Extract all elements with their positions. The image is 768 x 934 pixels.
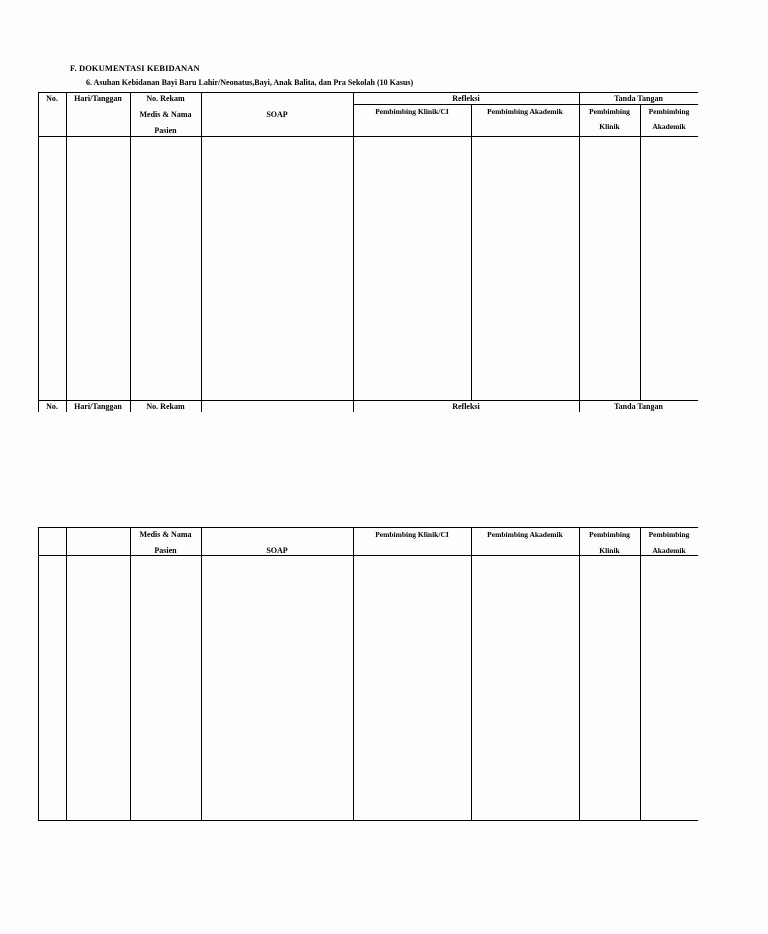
table2-border-top <box>38 527 698 528</box>
col-line-6 <box>579 92 580 412</box>
repeat-header-refleksi: Refleksi <box>452 402 480 411</box>
col-line-5 <box>471 104 472 400</box>
header-pembimbing-akademik: Pembimbing Akademik <box>487 107 563 116</box>
t2-col-line-0 <box>38 527 39 821</box>
col-line-0 <box>38 92 39 412</box>
t2-header-ttd-pk-line1: Pembimbing <box>589 530 630 539</box>
t2-col-line-7 <box>640 527 641 821</box>
header-rm-line3: Pasien <box>154 126 177 135</box>
repeat-header-rm-line1: No. Rekam <box>146 402 185 411</box>
header-date: Hari/Tanggan <box>74 94 122 103</box>
documentation-table-1 <box>38 92 698 412</box>
documentation-table-2 <box>38 527 698 821</box>
repeat-header-tanda-tangan: Tanda Tangan <box>614 402 663 411</box>
table2-header-bottom-line <box>38 555 698 556</box>
header-no: No. <box>46 94 58 103</box>
table2-border-bottom <box>38 820 698 821</box>
section-title: F. DOKUMENTASI KEBIDANAN <box>70 63 200 73</box>
t2-col-line-1 <box>66 527 67 821</box>
repeat-header-date: Hari/Tanggan <box>74 402 122 411</box>
sub-title: 6. Asuhan Kebidanan Bayi Baru Lahir/Neonatus,Bayi, Anak Balita, dan Pra Sekolah (10 Kasus) <box>86 78 414 87</box>
t2-col-line-2 <box>130 527 131 821</box>
repeat-header-no: No. <box>46 402 58 411</box>
t2-col-line-5 <box>471 527 472 821</box>
header-ttd-pk-line2: Klinik <box>599 122 620 131</box>
col-line-3 <box>201 92 202 412</box>
t2-col-line-3 <box>201 527 202 821</box>
header-ttd-pa-line1: Pembimbing <box>648 107 690 116</box>
header-ttd-pk-line1: Pembimbing <box>589 107 630 116</box>
header-tanda-tangan: Tanda Tangan <box>614 94 663 103</box>
t2-header-ttd-pa-line2: Akademik <box>652 546 686 555</box>
t2-header-ttd-pk-line2: Klinik <box>599 546 620 555</box>
header-soap: SOAP <box>266 110 288 119</box>
header-rm-line1: No. Rekam <box>146 94 185 103</box>
header-bottom-line <box>38 136 698 137</box>
header-refleksi: Refleksi <box>452 94 480 103</box>
header-pembimbing-klinik-ci: Pembimbing Klinik/CI <box>375 107 449 116</box>
t2-header-rm-line2: Medis & Nama <box>139 530 192 539</box>
t2-header-ttd-pa-line1: Pembimbing <box>648 530 690 539</box>
table-border-top <box>38 92 698 93</box>
col-line-4 <box>353 92 354 412</box>
header-ttd-pa-line2: Akademik <box>652 122 686 131</box>
t2-header-pembimbing-klinik-ci: Pembimbing Klinik/CI <box>375 530 449 539</box>
col-line-7 <box>640 104 641 400</box>
header-rm-line2: Medis & Nama <box>139 110 192 119</box>
body-bottom-line <box>38 400 698 401</box>
t2-col-line-4 <box>353 527 354 821</box>
t2-header-pembimbing-akademik: Pembimbing Akademik <box>487 530 563 539</box>
col-line-1 <box>66 92 67 412</box>
t2-header-soap: SOAP <box>266 546 288 555</box>
t2-col-line-6 <box>579 527 580 821</box>
header-group-divider <box>353 104 698 105</box>
t2-header-rm-line3: Pasien <box>154 546 177 555</box>
col-line-2 <box>130 92 131 412</box>
